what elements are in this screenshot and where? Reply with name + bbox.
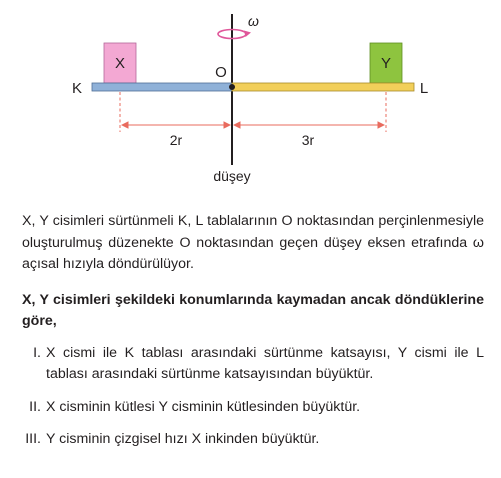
problem-intro: X, Y cisimleri sürtünmeli K, L tablalarının O noktasından perçinlenmesiyle oluşturulmuş düzenekte O noktasından geçen düşey eksen etrafında ω açısal hızıyla döndürülüyor. — [22, 213, 484, 272]
pivot-label: O — [215, 64, 227, 81]
distance-3r-label: 3r — [301, 132, 315, 148]
statement-item — [22, 397, 484, 419]
rotation-arrow — [218, 30, 251, 39]
statement-number: III. — [25, 431, 41, 447]
statement-text: X cismi ile K tablası arasındaki sürtünme katsayısı, Y cismi ile L tablası arasındaki sürtünme katsayısından büyüktür. — [46, 344, 484, 382]
statement-text: X cisminin kütlesi Y cisminin kütlesinden büyüktür. — [46, 398, 361, 415]
table-k — [92, 83, 232, 91]
statement-text: Y cisminin çizgisel hızı X inkinden büyüktür. — [46, 431, 320, 447]
vertical-axis-label: düşey — [213, 168, 251, 184]
statement-number: I. — [33, 344, 41, 361]
distance-2r-label: 2r — [169, 132, 183, 148]
pivot-o — [229, 84, 235, 90]
statement-item — [22, 429, 484, 451]
end-k-label: K — [71, 80, 83, 97]
problem-question: X, Y cisimleri şekildeki konumlarında kaymadan ancak döndüklerine göre, — [22, 291, 484, 329]
end-l-label: L — [419, 80, 429, 97]
table-l — [232, 83, 414, 91]
block-y-label: Y — [380, 55, 392, 72]
statement-item — [22, 343, 484, 386]
statement-list — [22, 343, 484, 451]
block-x-label: X — [114, 55, 126, 72]
statement-number: II. — [29, 398, 41, 415]
omega-label: ω — [248, 13, 259, 29]
problem-text — [22, 211, 484, 462]
rotating-platform-diagram — [0, 0, 501, 200]
